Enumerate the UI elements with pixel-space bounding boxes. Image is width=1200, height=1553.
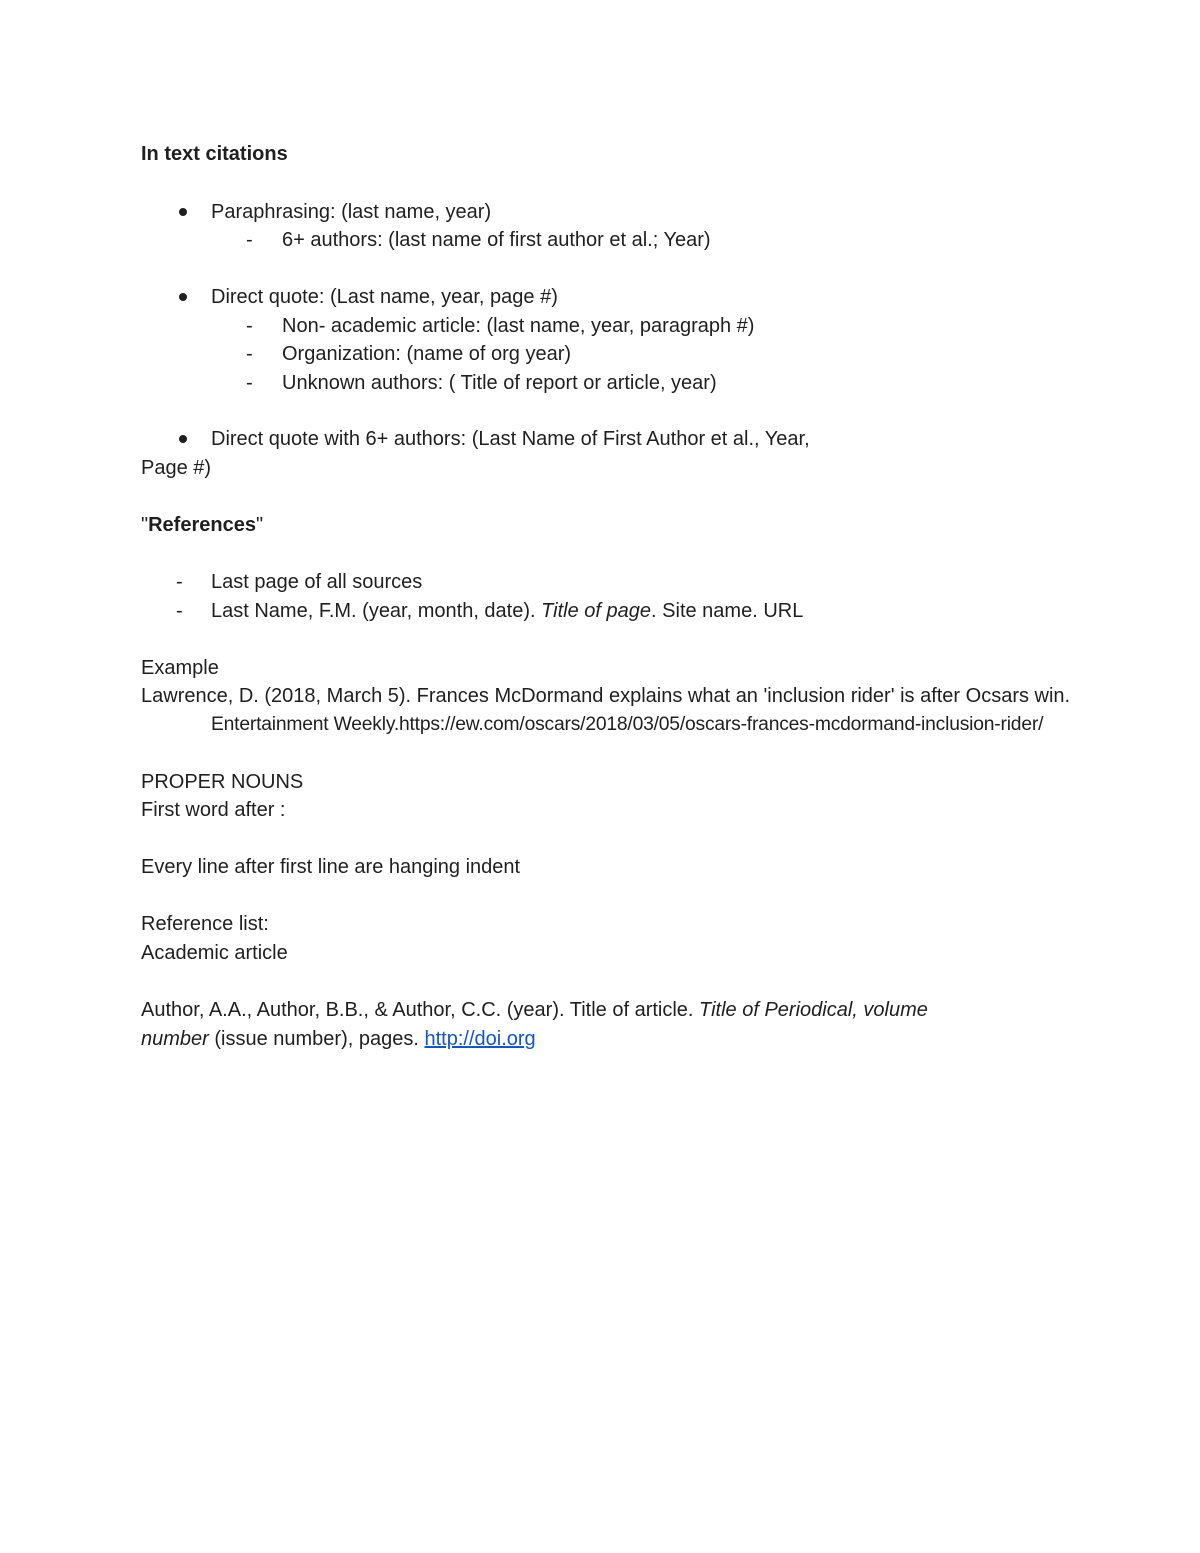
bullet-direct-quote-six-authors-continued: Page #) — [141, 457, 212, 479]
example-citation-line-2: Entertainment Weekly.https://ew.com/oscars/2018/03/05/oscars-frances-mcdormand-inclusion-rider/ — [211, 714, 1044, 735]
format-title-of-page: Title of page — [541, 600, 652, 622]
ref-line2-italic: number — [141, 1028, 209, 1050]
bullet-icon — [179, 293, 187, 301]
quote-close: " — [255, 514, 264, 536]
example-citation-line-1: Lawrence, D. (2018, March 5). Frances McDormand explains what an 'inclusion rider' is after Ocsars win. — [141, 685, 1071, 707]
quote-open: " — [141, 514, 149, 536]
references-heading-text: References — [148, 514, 256, 536]
reference-list-example-line-2 — [141, 1027, 536, 1051]
reference-list-label: Reference list: — [141, 913, 269, 935]
doi-link[interactable]: http://doi.org — [424, 1028, 536, 1050]
dash-marker: - — [246, 372, 253, 394]
dash-marker: - — [246, 343, 253, 365]
reference-list-example-line-1 — [141, 998, 928, 1022]
bullet-icon — [179, 435, 187, 443]
sub-item-unknown-authors: Unknown authors: ( Title of report or article, year) — [282, 372, 717, 394]
dash-marker: - — [246, 315, 253, 337]
note-first-word: First word after : — [141, 799, 286, 821]
dash-marker: - — [176, 600, 183, 622]
ref-line1-italic: Title of Periodical, volume — [699, 999, 928, 1021]
bullet-paraphrasing: Paraphrasing: (last name, year) — [211, 201, 492, 223]
sub-item-organization: Organization: (name of org year) — [282, 343, 572, 365]
note-proper-nouns: PROPER NOUNS — [141, 771, 304, 793]
section-heading-in-text-citations: In text citations — [141, 143, 288, 165]
sub-item-six-authors: 6+ authors: (last name of first author et al.; Year) — [282, 229, 711, 251]
dash-marker: - — [176, 571, 183, 593]
ref-line1-plain: Author, A.A., Author, B.B., & Author, C.C. (year). Title of article. — [141, 999, 700, 1021]
sub-item-non-academic: Non- academic article: (last name, year, paragraph #) — [282, 315, 755, 337]
section-heading-references — [141, 513, 263, 537]
bullet-direct-quote-six-authors: Direct quote with 6+ authors: (Last Name of First Author et al., Year, — [211, 428, 810, 450]
ref-line2-plain: (issue number), pages. — [208, 1028, 425, 1050]
dash-marker: - — [246, 229, 253, 251]
format-after: . Site name. URL — [651, 600, 804, 622]
bullet-direct-quote: Direct quote: (Last name, year, page #) — [211, 286, 558, 308]
references-item-format — [211, 599, 803, 623]
bullet-icon — [179, 208, 187, 216]
format-before: Last Name, F.M. (year, month, date). — [211, 600, 542, 622]
reference-list-type: Academic article — [141, 942, 288, 964]
note-hanging-indent: Every line after first line are hanging indent — [141, 856, 521, 878]
example-label: Example — [141, 657, 219, 679]
references-item-last-page: Last page of all sources — [211, 571, 423, 593]
